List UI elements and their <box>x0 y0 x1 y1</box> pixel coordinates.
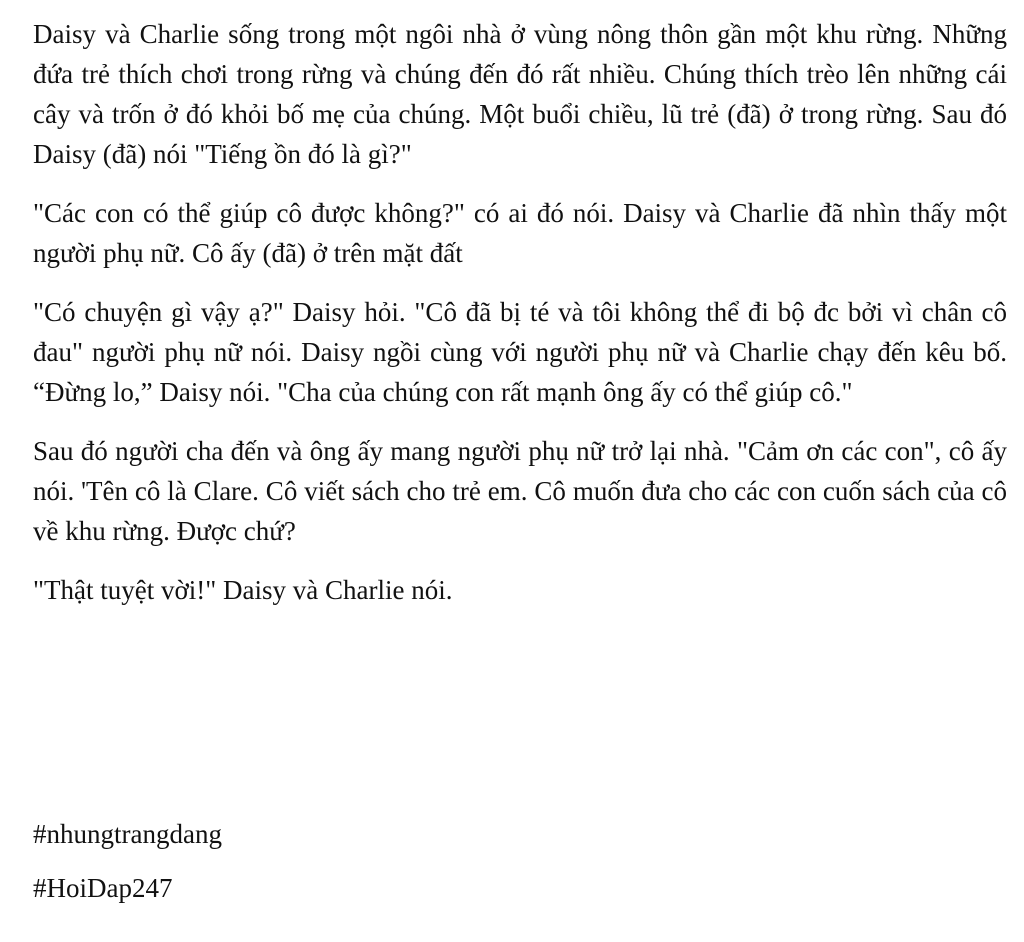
hashtag-list <box>33 814 633 922</box>
story-paragraph-2: "Các con có thể giúp cô được không?" có ai đó nói. Daisy và Charlie đã nhìn thấy một người phụ nữ. Cô ấy (đã) ở trên mặt đất <box>33 198 1007 268</box>
document-body <box>33 14 1007 629</box>
story-paragraph-4: Sau đó người cha đến và ông ấy mang người phụ nữ trở lại nhà. "Cảm ơn các con", cô ấy nói. 'Tên cô là Clare. Cô viết sách cho trẻ em. Cô muốn đưa cho các con cuốn sách của cô về khu rừng. Được chứ? <box>33 436 1007 546</box>
story-paragraph-5: "Thật tuyệt vời!" Daisy và Charlie nói. <box>33 575 453 605</box>
story-paragraph-3: "Có chuyện gì vậy ạ?" Daisy hỏi. "Cô đã bị té và tôi không thể đi bộ đc bởi vì chân cô đau" người phụ nữ nói. Daisy ngồi cùng với người phụ nữ và Charlie chạy đến kêu bố. “Đừng lo,” Daisy nói. "Cha của chúng con rất mạnh ông ấy có thể giúp cô." <box>33 297 1007 407</box>
hashtag-hoidap247: #HoiDap247 <box>33 873 173 903</box>
story-paragraph-1: Daisy và Charlie sống trong một ngôi nhà ở vùng nông thôn gần một khu rừng. Những đứa trẻ thích chơi trong rừng và chúng đến đó rất nhiều. Chúng thích trèo lên những cái cây và trốn ở đó khỏi bố mẹ của chúng. Một buổi chiều, lũ trẻ (đã) ở trong rừng. Sau đó Daisy (đã) nói "Tiếng ồn đó là gì?" <box>33 19 1007 169</box>
hashtag-nhungtrangdang: #nhungtrangdang <box>33 819 222 849</box>
